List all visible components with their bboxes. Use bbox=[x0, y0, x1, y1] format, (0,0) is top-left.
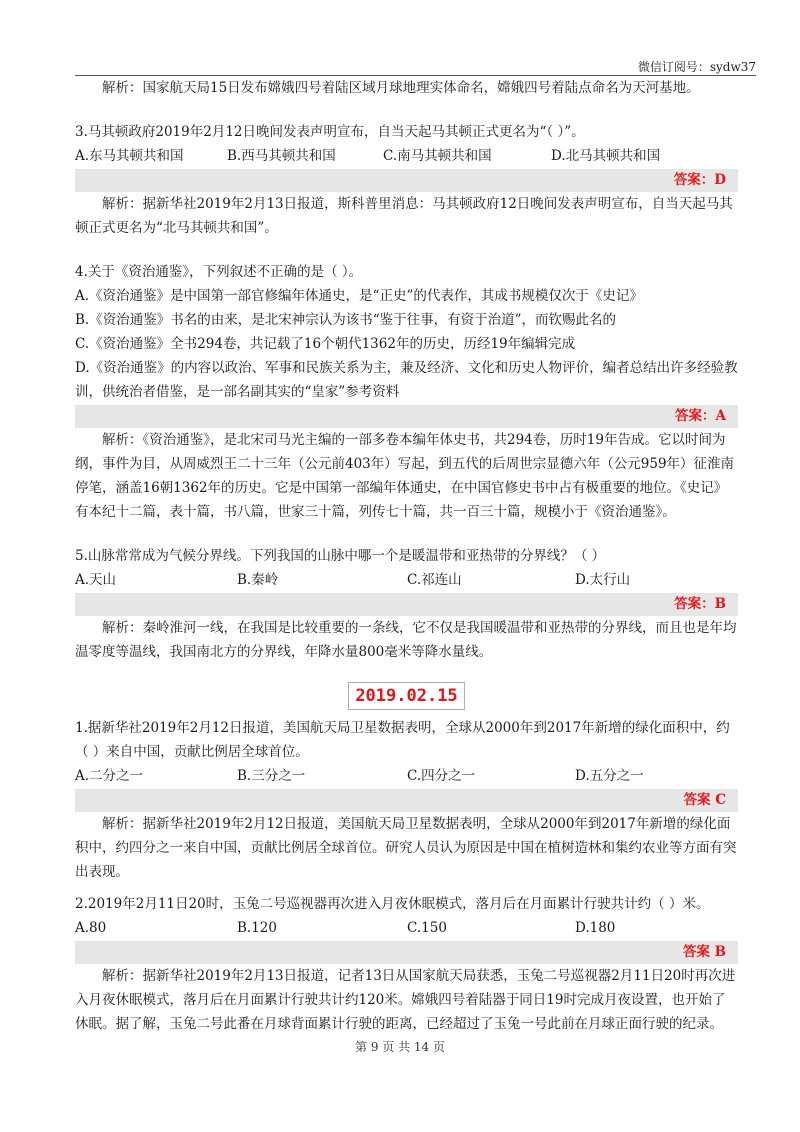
q3-option-d: D.北马其顿共和国 bbox=[551, 148, 661, 164]
q5-answer: 答案：B bbox=[75, 593, 738, 616]
q5-option-d: D.太行山 bbox=[575, 572, 631, 588]
q5-option-a: A.天山 bbox=[75, 572, 117, 588]
q4-option-d: D.《资治通鉴》的内容以政治、军事和民族关系为主，兼及经济、文化和历史人物评价，编者总结出许多经验教训，供统治者借鉴，是一部名副其实的“皇家”参考资料 bbox=[75, 360, 738, 400]
q7-option-d: D.180 bbox=[575, 920, 616, 936]
q3-answer: 答案：D bbox=[75, 169, 738, 192]
q6-answer: 答案 C bbox=[75, 789, 738, 812]
q6-option-c: C.四分之一 bbox=[407, 768, 476, 784]
q7-question: 2.2019年2月11日20时，玉兔二号巡视器再次进入月夜休眠模式，落月后在月面累计行驶共计约（ ）米。 bbox=[75, 896, 710, 912]
q7-analysis: 解析：据新华社2019年2月13日报道，记者13日从国家航天局获悉，玉兔二号巡视器2月11日20时再次进入月夜休眠模式，落月后在月面累计行驶共计约120米。嫦娥四号着陆器于同日19时完成月夜设置，也开始了休眠。据了解，玉兔二号此番在月球背面累计行驶的距离，已经超过了玉兔一号此前在月球正面行驶的纪录。 bbox=[75, 968, 736, 1032]
q3-options bbox=[75, 144, 738, 168]
q7-option-a: A.80 bbox=[75, 920, 107, 936]
q5-option-c: C.祁连山 bbox=[407, 572, 462, 588]
q5-option-b: B.秦岭 bbox=[237, 572, 279, 588]
q3-analysis: 解析：据新华社2019年2月13日报道，斯科普里消息：马其顿政府12日晚间发表声明宣布，自当天起马其顿正式更名为“北马其顿共和国”。 bbox=[75, 196, 733, 236]
q7-option-b: B.120 bbox=[237, 920, 277, 936]
q7-answer: 答案 B bbox=[75, 941, 738, 964]
q6-options bbox=[75, 764, 738, 788]
q6-analysis: 解析：据新华社2019年2月12日报道，美国航天局卫星数据表明，全球从2000年到2017年新增的绿化面积中，约四分之一来自中国，贡献比例居全球首位。研究人员认为原因是中国在植树造林和集约农业等方面有突出表现。 bbox=[75, 816, 737, 880]
q3-option-c: C.南马其顿共和国 bbox=[383, 148, 492, 164]
date-heading-wrap bbox=[75, 682, 738, 710]
q2-analysis: 解析：国家航天局15日发布嫦娥四号着陆区域月球地理实体命名，嫦娥四号着陆点命名为天河基地。 bbox=[102, 80, 700, 96]
q6-option-b: B.三分之一 bbox=[237, 768, 306, 784]
q7-options bbox=[75, 916, 738, 940]
q3-option-b: B.西马其顿共和国 bbox=[227, 148, 336, 164]
q3-option-a: A.东马其顿共和国 bbox=[75, 148, 184, 164]
q4-option-b: B.《资治通鉴》书名的由来，是北宋神宗认为该书“鉴于往事，有资于治道”，而钦赐此名的 bbox=[75, 312, 617, 328]
q6-option-d: D.五分之一 bbox=[575, 768, 644, 784]
q4-analysis: 解析：《资治通鉴》，是北宋司马光主编的一部多卷本编年体史书，共294卷，历时19年告成。它以时间为纲，事件为目，从周威烈王二十三年（公元前403年）写起，到五代的后周世宗显德六年（公元959年）征淮南停笔，涵盖16朝1362年的历史。它是中国第一部编年体通史，在中国官修史书中占有极重要的地位。《史记》有本纪十二篇，表十篇，书八篇，世家三十篇，列传七十篇，共一百三十篇，规模小于《资治通鉴》。 bbox=[75, 432, 735, 520]
q5-options bbox=[75, 568, 738, 592]
page-footer: 第 9 页 共 14 页 bbox=[355, 1040, 445, 1054]
wechat-id: 微信订阅号：sydw37 bbox=[637, 60, 756, 74]
q4-option-c: C.《资治通鉴》全书294卷，共记载了16个朝代1362年的历史，历经19年编辑完成 bbox=[75, 336, 576, 352]
q4-answer: 答案：A bbox=[75, 405, 738, 428]
q4-question: 4.关于《资治通鉴》，下列叙述不正确的是（ ）。 bbox=[75, 264, 363, 280]
q6-question: 1.据新华社2019年2月12日报道，美国航天局卫星数据表明，全球从2000年到2017年新增的绿化面积中，约（ ）来自中国，贡献比例居全球首位。 bbox=[75, 720, 730, 760]
q3-question: 3.马其顿政府2019年2月12日晚间发表声明宣布，自当天起马其顿正式更名为“（ ）”。 bbox=[75, 124, 585, 140]
q4-option-a: A.《资治通鉴》是中国第一部官修编年体通史，是“正史”的代表作，其成书规模仅次于《史记》 bbox=[75, 288, 643, 304]
q6-option-a: A.二分之一 bbox=[75, 768, 144, 784]
q7-option-c: C.150 bbox=[407, 920, 447, 936]
q5-analysis: 解析：秦岭淮河一线，在我国是比较重要的一条线，它不仅是我国暖温带和亚热带的分界线，而且也是年均温零度等温线，我国南北方的分界线，年降水量800毫米等降水量线。 bbox=[75, 620, 737, 660]
page-content bbox=[75, 76, 738, 1036]
q5-question: 5.山脉常常成为气候分界线。下列我国的山脉中哪一个是暖温带和亚热带的分界线？（ ） bbox=[75, 548, 606, 564]
date-heading: 2019.02.15 bbox=[348, 682, 464, 710]
